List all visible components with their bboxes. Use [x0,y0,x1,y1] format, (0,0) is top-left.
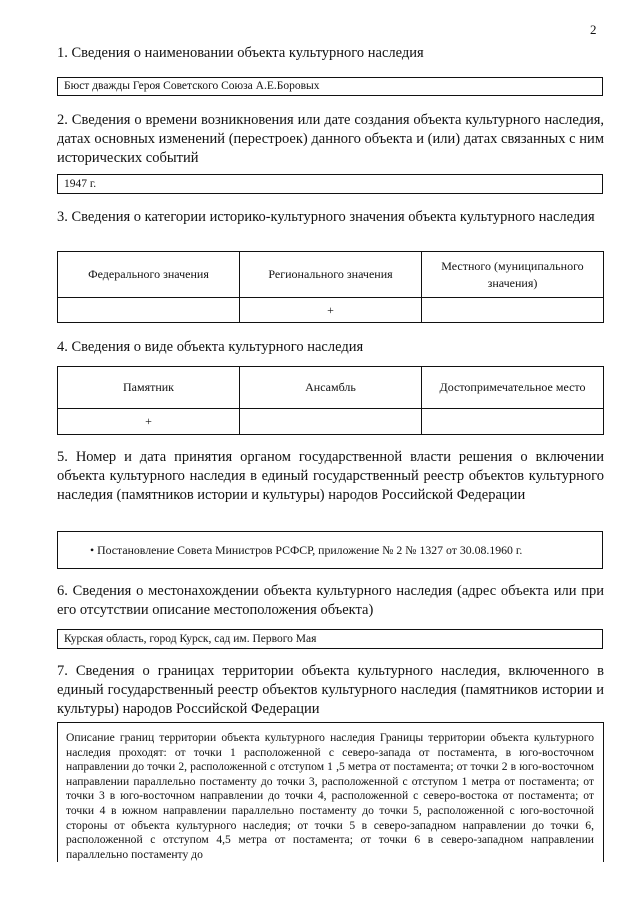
category-mark-local [422,298,604,323]
type-mark-ensemble [240,409,422,435]
page-number: 2 [590,22,597,37]
category-mark-federal [58,298,240,323]
category-header-regional: Регионального значения [240,252,422,298]
registry-decision-field [57,531,603,569]
type-mark-monument: + [58,409,240,435]
category-header-federal: Федерального значения [58,252,240,298]
registry-decision-text: Постановление Совета Министров РСФСР, приложение № 2 № 1327 от 30.08.1960 г. [97,543,523,557]
section-6-title: 6. Сведения о местонахождении объекта культурного наследия (адрес объекта или при его отсутствии описание местоположения объекта) [57,583,604,618]
type-header-monument: Памятник [58,367,240,409]
bullet-icon: • [90,543,95,557]
section-7-title: 7. Сведения о границах территории объекта культурного наследия, включенного в единый государственный реестр объектов культурного наследия (памятников истории и культуры) народов Российской Федерации [57,663,604,717]
creation-date-field: 1947 г. [57,174,603,194]
section-5-title: 5. Номер и дата принятия органом государственной власти решения о включении объекта культурного наследия в единый государственный реестр объектов культурного наследия (памятников истории и культуры) народов Российской Федерации [57,449,604,503]
section-1-title: 1. Сведения о наименовании объекта культурного наследия [57,45,424,61]
category-header-local: Местного (муниципального значения) [422,252,604,298]
category-mark-regional: + [240,298,422,323]
section-3-title: 3. Сведения о категории историко-культурного значения объекта культурного наследия [57,209,595,225]
type-mark-landmark [422,409,604,435]
section-4-title: 4. Сведения о виде объекта культурного наследия [57,339,364,355]
address-field: Курская область, город Курск, сад им. Первого Мая [57,629,603,649]
section-2-title: 2. Сведения о времени возникновения или дате создания объекта культурного наследия, датах основных изменений (перестроек) данного объекта и (или) датах связанных с ним исторических событий [57,112,604,166]
type-table [57,366,604,435]
object-name-field: Бюст дважды Героя Советского Союза А.Е.Боровых [57,77,603,96]
territory-boundaries-text: Описание границ территории объекта культурного наследия Границы территории объекта культурного наследия проходят: от точки 1 расположенной с северо-запада от постамента, в юго-восточном направлении до точки 2, расположенной с отступом 1 ,5 метра от постамента; от точки 2 в юго-восточном направлении параллельно постаменту до точки 3, расположенной с отступом 1 метра от постамента; от точки 3 в юго-восточном направлении до точки 4, расположенной с северо-востока от постамента; от точки 4 в южном направлении параллельно постаменту до точки 5, расположенной с юго-восточной стороны от объекта культурного наследия; от точки 5 в северо-западном направлении до точки 6, расположенной с отступом 4,5 метра от постамента; от точки 6 в северо-западном направлении параллельно постаменту до [57,722,604,862]
type-header-landmark: Достопримечательное место [422,367,604,409]
type-header-ensemble: Ансамбль [240,367,422,409]
category-table [57,251,604,323]
